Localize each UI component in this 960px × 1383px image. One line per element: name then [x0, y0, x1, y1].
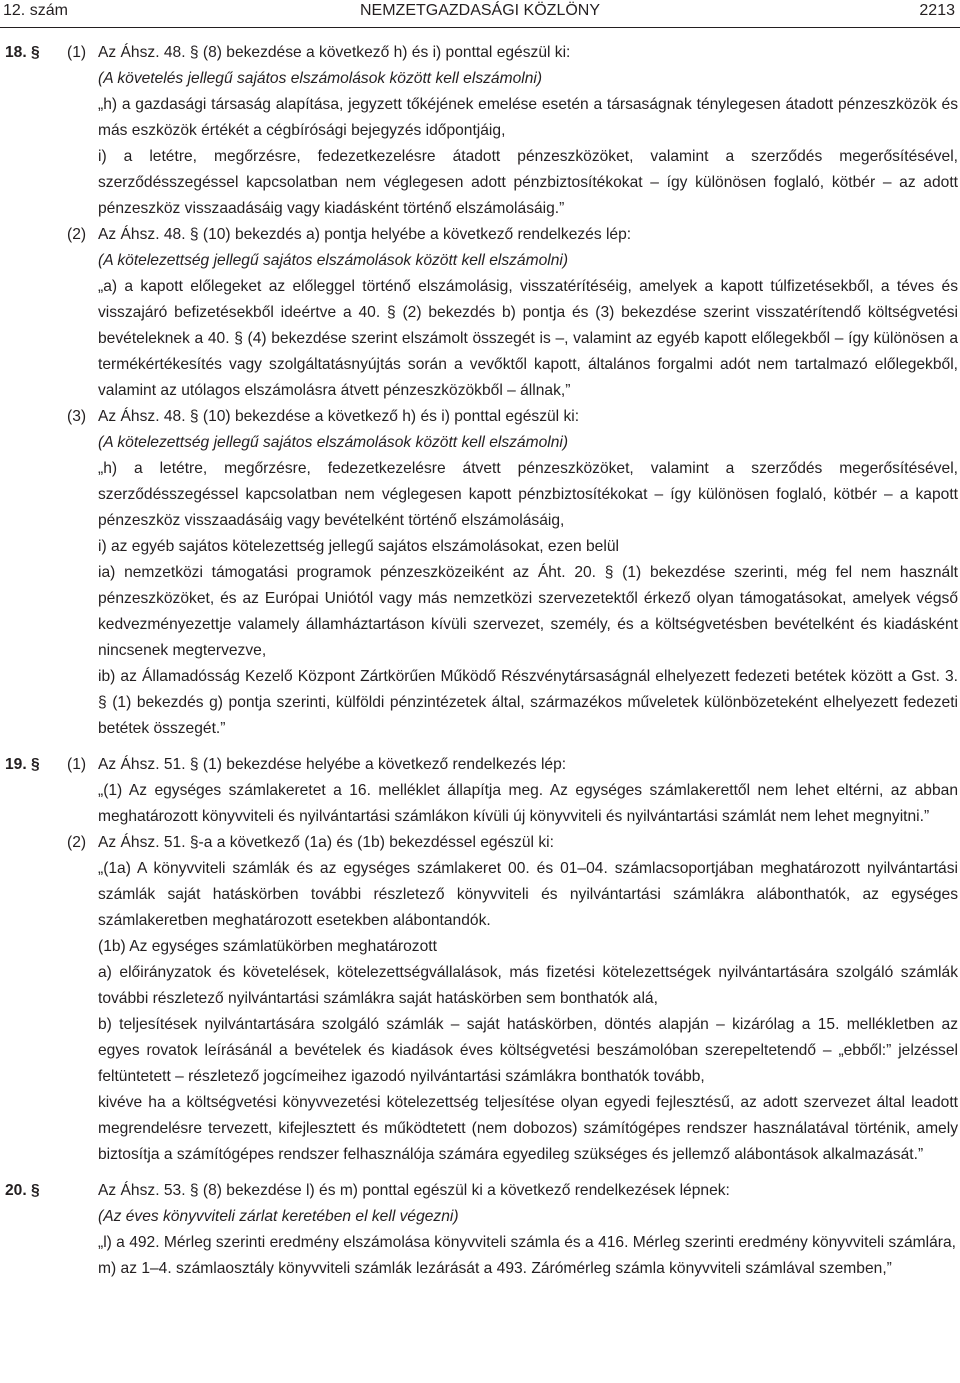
paragraph-text: i) a letétre, megőrzésre, fedezetkezelésre átadott pénzeszközöket, valamint a szerződés megerősítésével, szerződésszegéssel kapcsolatban nem véglegesen adott pénzbiztosítékokat – így különösen foglaló, kötbér – az adott pénzeszköz visszaadásáig vagy kiadásként történő elszámolásáig.”	[98, 148, 958, 217]
paragraph-lead	[0, 830, 960, 856]
section-19	[0, 752, 960, 1168]
paragraph-text: kivéve ha a költségvetési könyvvezetési kötelezettség teljesítése olyan egyedi fejlesztésű, az adott szervezet által leadott megrendelésre tervezett, kifejlesztett és működtetett (nem dobozos) számítógépes rendszer használatával történik, amely biztosítja a számítógépes rendszer felhasználója számára egyedileg szükséges és jellemző alábontások alkalmazását.”	[98, 1094, 958, 1163]
paragraph-text: m) az 1–4. számlaosztály könyvviteli számlák lezárását a 493. Zárómérleg számla könyvviteli számlával szemben,”	[98, 1260, 892, 1277]
header-rule	[0, 27, 960, 28]
section-20	[0, 1178, 960, 1282]
paragraph-lead-text: Az Áhsz. 48. § (8) bekezdése a következő h) és i) ponttal egészül ki:	[98, 44, 571, 61]
section-number: 20.	[5, 1182, 27, 1199]
paragraph-text: ia) nemzetközi támogatási programok pénzeszközeiként az Áht. 20. § (1) bekezdése szerinti, még fel nem használt pénzeszközöket, és az Európai Uniótól vagy más nemzetközi szervezetektől érkező olyan támogatásokat, amelyek végső kedvezményezettje valamely államháztartáson kívüli szervezet, személy, és a költségvetésben bevételként és kiadásként nincsenek megtervezve,	[98, 564, 958, 659]
paragraph-heading: (A kötelezettség jellegű sajátos elszámolások között kell elszámolni)	[98, 252, 569, 269]
paragraph-lead-text: Az Áhsz. 48. § (10) bekezdése a következő h) és i) ponttal egészül ki:	[98, 408, 580, 425]
issue-number: 12. szám	[3, 2, 68, 19]
paragraph-text: b) teljesítések nyilvántartására szolgáló számlák – saját hatáskörben, döntés alapján – kizárólag a 15. mellékletben az egyes rovatok leírásánál a bevételek és kiadások éves költségvetési beszámolóban szerepeltetendő – „ebből:” jelzéssel feltüntetett – részletező jogcímeihez igazodó nyilvántartási számlákra bonthatók tovább,	[98, 1016, 958, 1085]
section-18	[0, 40, 960, 742]
section-number: 18.	[5, 44, 27, 61]
paragraph-number: (3)	[67, 408, 87, 425]
paragraph-number: (1)	[67, 44, 87, 61]
paragraph-heading: (A követelés jellegű sajátos elszámolások között kell elszámolni)	[98, 70, 543, 87]
paragraph-text: „h) a gazdasági társaság alapítása, jegyzett tőkéjének emelése esetén a társaságnak ténylegesen átadott pénzeszközök és más eszközök értékét a cégbírósági bejegyzés időpontjáig,	[98, 96, 958, 139]
paragraph-heading: (A kötelezettség jellegű sajátos elszámolások között kell elszámolni)	[98, 434, 569, 451]
paragraph-text: „h) a letétre, megőrzésre, fedezetkezelésre átvett pénzeszközöket, valamint a szerződés megerősítésével, szerződésszegéssel kapcsolatban nem véglegesen kapott pénzbiztosítékokat – így különösen foglaló, kötbér – a kapott pénzeszköz visszaadásáig vagy bevételként történő elszámolásáig,	[98, 460, 958, 529]
paragraph-text: ib) az Államadósság Kezelő Központ Zártkörűen Működő Részvénytársaságnál elhelyezett fedezeti betétek között a Gst. 3. § (1) bekezdés g) pontja szerinti, külföldi pénzintézetek által, származékos műveletek különbözeteként elhelyezett fedezeti betétek összegét.”	[98, 668, 958, 737]
page-header	[0, 0, 960, 26]
section-sign: §	[31, 756, 40, 773]
paragraph-lead-text: Az Áhsz. 48. § (10) bekezdés a) pontja helyébe a következő rendelkezés lép:	[98, 226, 632, 243]
gazette-title: NEMZETGAZDASÁGI KÖZLÖNY	[359, 2, 601, 19]
paragraph-lead-text: Az Áhsz. 53. § (8) bekezdése l) és m) ponttal egészül ki a következő rendelkezések lépnek:	[98, 1182, 730, 1199]
document-body	[0, 40, 960, 1282]
paragraph-text: a) előirányzatok és követelések, kötelezettségvállalások, más fizetési kötelezettségek nyilvántartására szolgáló számlák további részletező nyilvántartási számlákra saját hatáskörben sem bonthatók alá,	[98, 964, 958, 1007]
paragraph-text: i) az egyéb sajátos kötelezettség jellegű sajátos elszámolásokat, ezen belül	[98, 538, 619, 555]
paragraph-text: „(1a) A könyvviteli számlák és az egységes számlakeret 00. és 01–04. számlacsoportjában meghatározott nyilvántartási számlák saját hatáskörben további részletező könyvviteli és nyilvántartási számlákra alábonthatók, az egységes számlakeretben meghatározott esetekben alábontandók.	[98, 860, 958, 929]
page-number: 2213	[919, 2, 955, 19]
paragraph-lead	[0, 404, 960, 430]
paragraph-text: „l) a 492. Mérleg szerinti eredmény elszámolása könyvviteli számla és a 416. Mérleg szerinti eredmény könyvviteli számlára,	[98, 1234, 956, 1251]
paragraph-heading: (Az éves könyvviteli zárlat keretében el kell végezni)	[98, 1208, 459, 1225]
paragraph-number: (2)	[67, 834, 87, 851]
paragraph-text: (1b) Az egységes számlatükörben meghatározott	[98, 938, 437, 955]
section-number: 19.	[5, 756, 27, 773]
paragraph-lead	[0, 752, 960, 778]
section-sign: §	[31, 1182, 40, 1199]
paragraph-number: (2)	[67, 226, 87, 243]
paragraph-text: „(1) Az egységes számlakeretet a 16. melléklet állapítja meg. Az egységes számlakerettől nem lehet eltérni, az abban meghatározott könyvviteli és nyilvántartási számlákon kívüli új könyvviteli és nyilvántartási számlát nem lehet megnyitni.”	[98, 782, 958, 825]
paragraph-number: (1)	[67, 756, 87, 773]
paragraph-lead-text: Az Áhsz. 51. § (1) bekezdése helyébe a következő rendelkezés lép:	[98, 756, 567, 773]
paragraph-lead	[0, 222, 960, 248]
paragraph-lead	[0, 40, 960, 66]
paragraph-lead	[0, 1178, 960, 1204]
paragraph-lead-text: Az Áhsz. 51. §-a a következő (1a) és (1b) bekezdéssel egészül ki:	[98, 834, 554, 851]
section-sign: §	[31, 44, 40, 61]
paragraph-text: „a) a kapott előlegeket az előleggel történő elszámolásig, visszatérítéséig, amelyek a kapott túlfizetésekből, a téves és visszajáró befizetésekből ideértve a 40. § (2) bekezdés b) pontja és (3) bekezdése szerint visszatérítendő költségvetési bevételeknek a 40. § (4) bekezdése szerint elszámolt összegét is –, valamint az egyéb kapott előlegekből – így különösen a termékértékesítés vagy szolgáltatásnyújtás során a vevőktől kapott, általános forgalmi adót nem tartalmazó előlegekből, valamint az utólagos elszámolásra átvett pénzeszközökből – állnak,”	[98, 278, 958, 399]
